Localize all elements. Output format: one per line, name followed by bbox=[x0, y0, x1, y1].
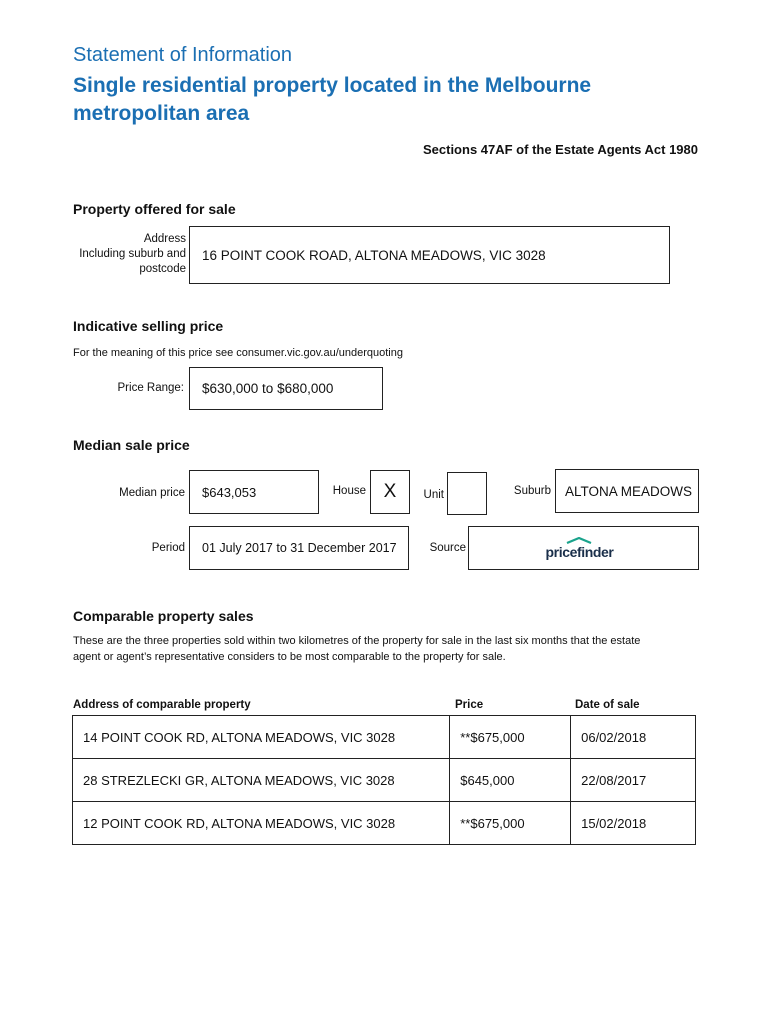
median-price-field bbox=[189, 470, 319, 514]
median-heading: Median sale price bbox=[73, 437, 190, 453]
address-label: Address Including suburb and postcode bbox=[79, 233, 186, 275]
comparable-heading: Comparable property sales bbox=[73, 608, 254, 624]
act-reference: Sections 47AF of the Estate Agents Act 1980 bbox=[422, 142, 698, 157]
price-range-value: $630,000 to $680,000 bbox=[202, 381, 334, 396]
address-field bbox=[189, 226, 670, 284]
comparable-sales-table bbox=[72, 715, 696, 845]
house-mark: X bbox=[383, 481, 397, 502]
page-title: Single residential property located in the Melbourne metropolitan area bbox=[73, 74, 592, 125]
address-value: 16 POINT COOK ROAD, ALTONA MEADOWS, VIC 3028 bbox=[202, 247, 546, 263]
source-label: Source bbox=[429, 542, 466, 554]
property-heading: Property offered for sale bbox=[73, 201, 236, 217]
price-range-field bbox=[189, 367, 383, 410]
unit-checkbox bbox=[447, 472, 487, 515]
comparable-address: 28 STREZLECKI GR, ALTONA MEADOWS, VIC 3028 bbox=[73, 759, 450, 802]
price-range-label: Price Range: bbox=[117, 382, 184, 394]
unit-label: Unit bbox=[423, 489, 444, 501]
source-field bbox=[468, 526, 699, 570]
comparable-date: 22/08/2017 bbox=[571, 759, 696, 802]
house-checkbox bbox=[370, 470, 410, 514]
comparable-price: $645,000 bbox=[450, 759, 571, 802]
comparable-address: 12 POINT COOK RD, ALTONA MEADOWS, VIC 3028 bbox=[73, 802, 450, 845]
pricefinder-roof-icon bbox=[566, 537, 592, 544]
median-price-value: $643,053 bbox=[202, 484, 257, 500]
table-row bbox=[73, 759, 696, 802]
period-label: Period bbox=[151, 542, 185, 554]
comparable-date: 15/02/2018 bbox=[571, 802, 696, 845]
comparable-price: **$675,000 bbox=[450, 716, 571, 759]
comparable-address: 14 POINT COOK RD, ALTONA MEADOWS, VIC 3028 bbox=[73, 716, 450, 759]
column-header-address: Address of comparable property bbox=[73, 699, 251, 711]
column-header-price: Price bbox=[455, 699, 484, 711]
suburb-value: ALTONA MEADOWS bbox=[565, 483, 693, 499]
table-row bbox=[73, 716, 696, 759]
pricefinder-logo bbox=[546, 537, 614, 560]
median-price-label: Median price bbox=[119, 487, 185, 499]
table-row bbox=[73, 802, 696, 845]
period-field bbox=[189, 526, 409, 570]
statement-title: Statement of Information bbox=[73, 44, 293, 66]
indicative-heading: Indicative selling price bbox=[73, 318, 224, 334]
comparable-date: 06/02/2018 bbox=[571, 716, 696, 759]
suburb-label: Suburb bbox=[513, 485, 551, 497]
underquoting-note: For the meaning of this price see consumer.vic.gov.au/underquoting bbox=[73, 347, 403, 359]
comparable-price: **$675,000 bbox=[450, 802, 571, 845]
pricefinder-logo-text: pricefinder bbox=[545, 543, 614, 560]
suburb-field bbox=[555, 469, 699, 513]
house-label: House bbox=[332, 485, 366, 497]
column-header-date: Date of sale bbox=[575, 699, 640, 711]
period-value: 01 July 2017 to 31 December 2017 bbox=[202, 541, 397, 555]
comparable-description: These are the three properties sold within two kilometres of the property for sale in the last six months that the estate agent or agent’s representative considers to be most comparable to the property for sale. bbox=[73, 635, 641, 663]
